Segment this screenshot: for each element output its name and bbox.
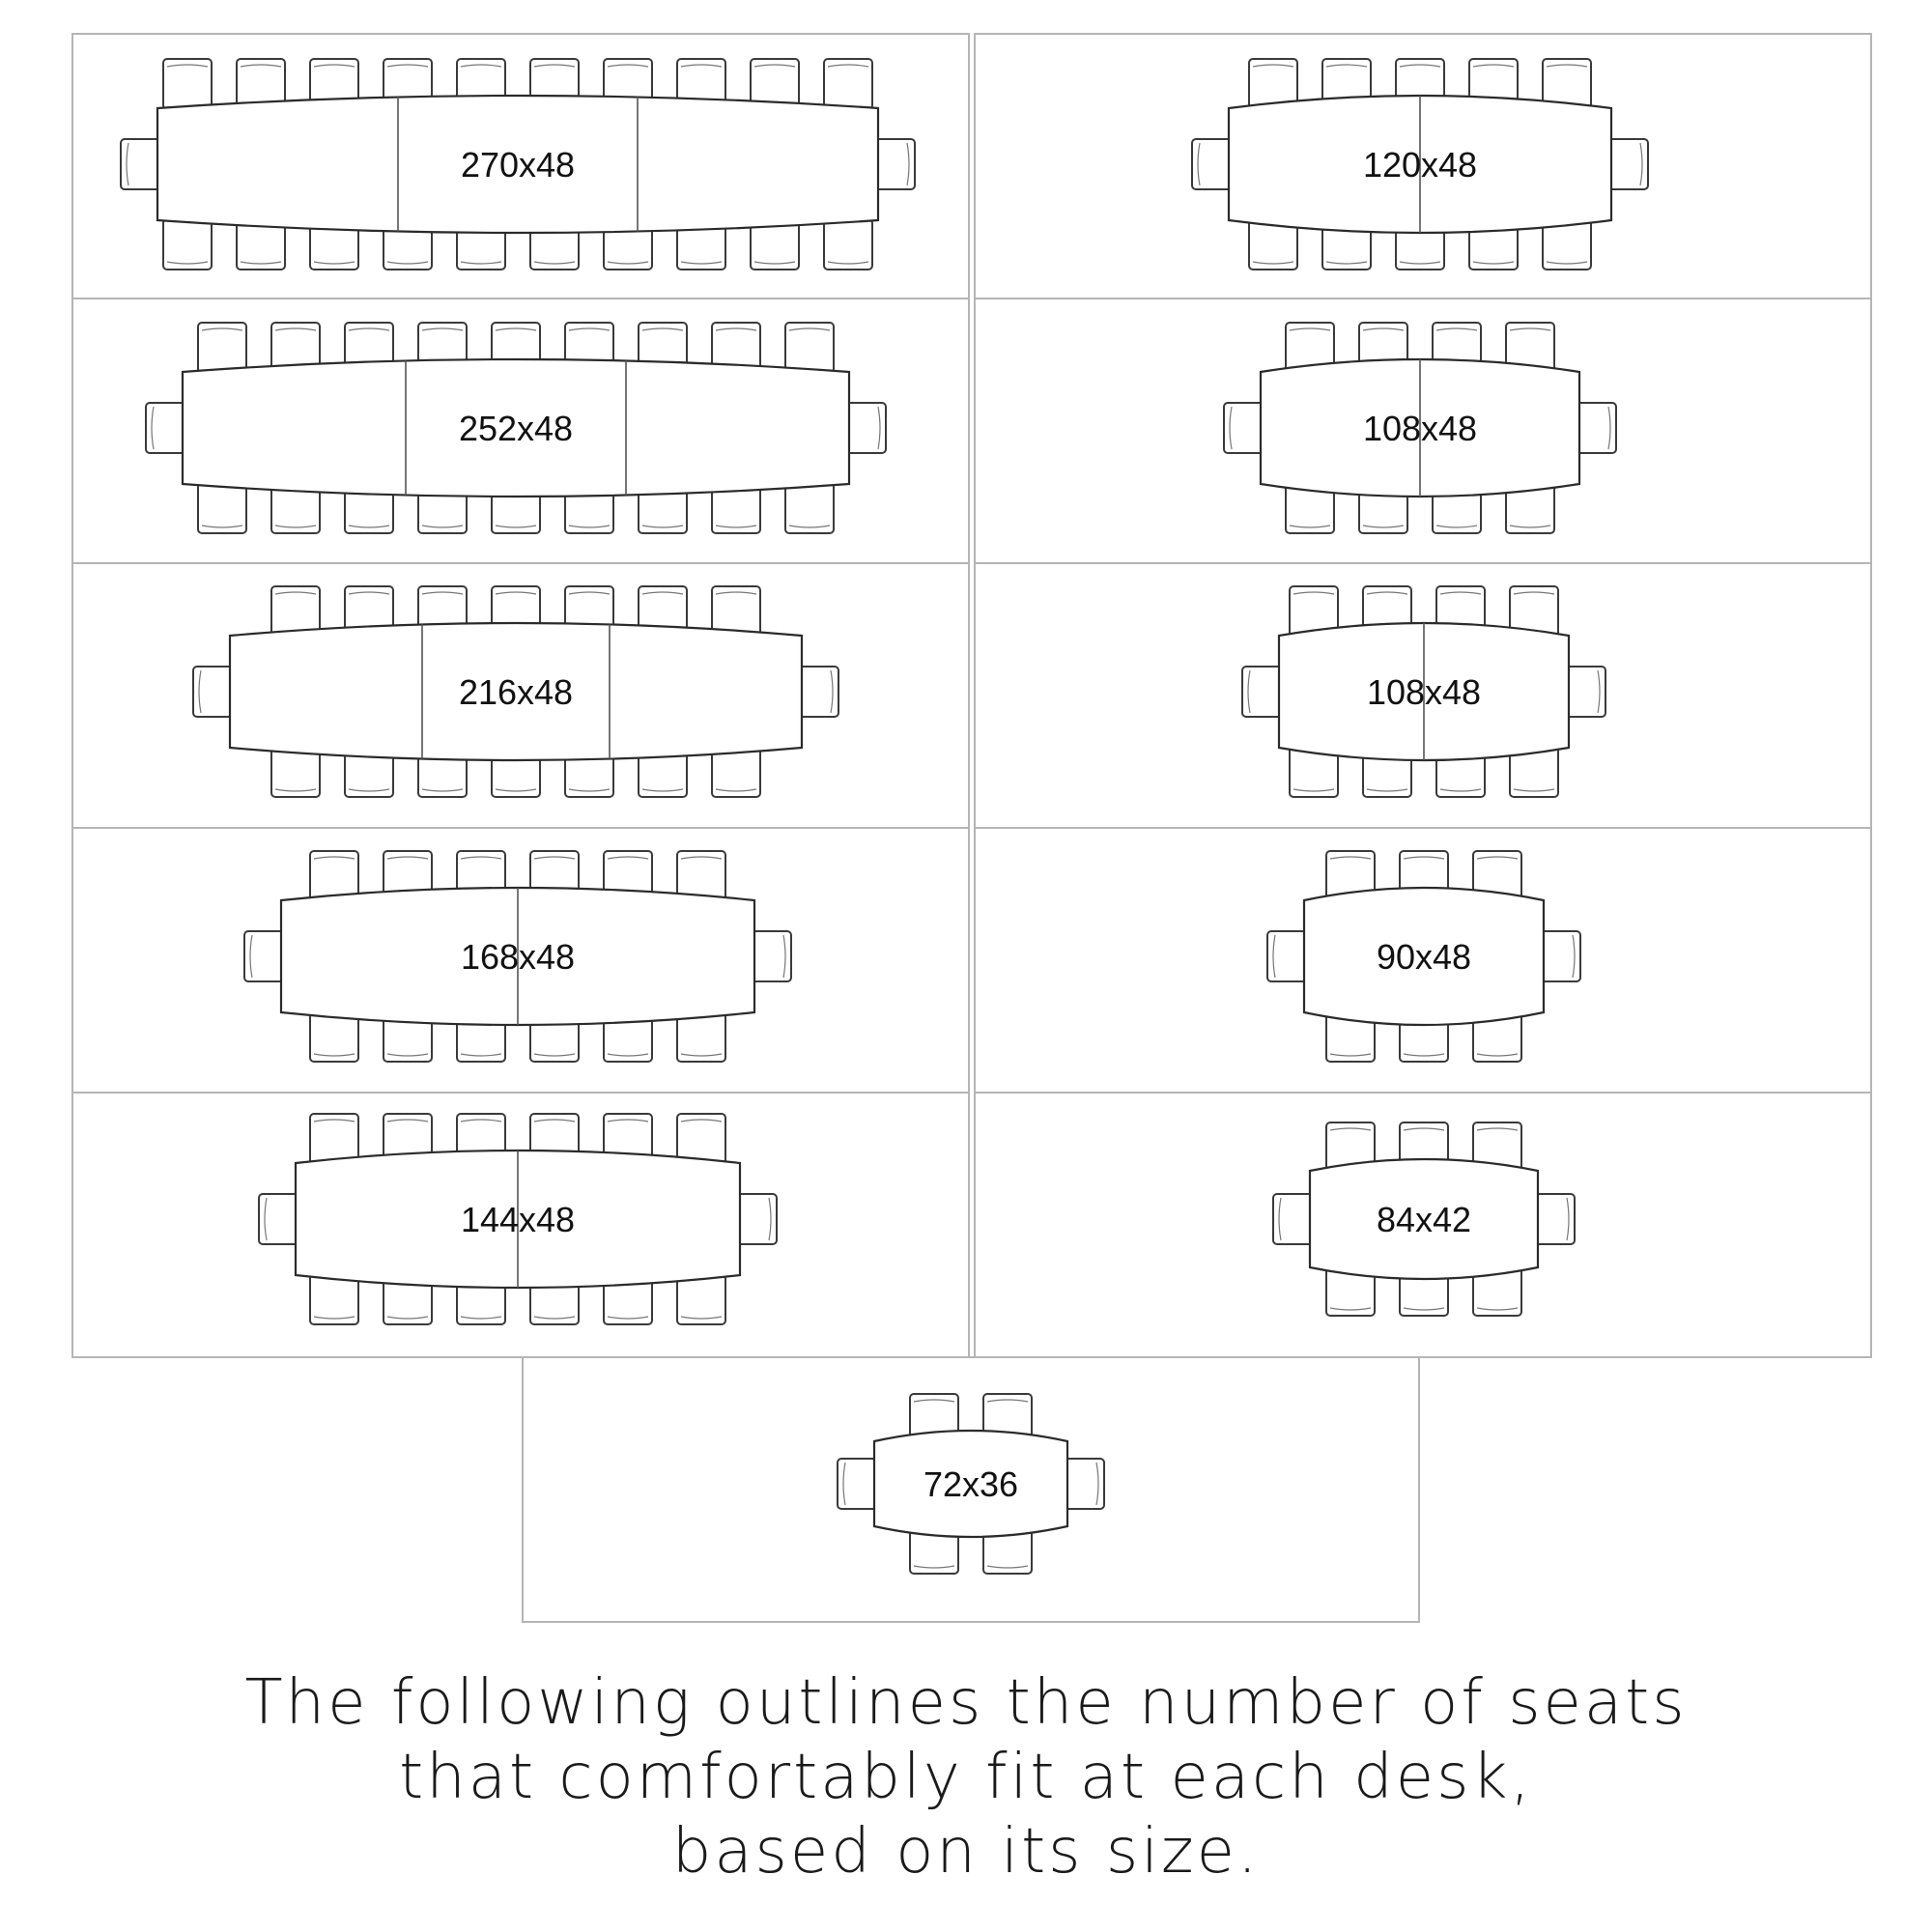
caption-line-3: based on its size. [671,1816,1261,1888]
caption [0,1666,1932,1889]
chair [785,483,834,533]
table-size-label: 252x48 [458,409,574,448]
table-size-label: 72x36 [923,1464,1019,1504]
table-size-label: 90x48 [1376,937,1472,977]
chair [785,323,834,373]
table-size-label: 120x48 [1362,145,1478,185]
table-size-label: 144x48 [460,1200,576,1239]
chair [677,1274,725,1324]
chair [310,1274,358,1324]
table-size-label: 216x48 [458,672,574,712]
chair [824,219,872,270]
caption-line-2: that comfortably fit at each desk, [399,1742,1533,1813]
chair [198,323,246,373]
caption-line-1: The following outlines the number of seats [244,1667,1688,1739]
table-group-2 [1192,59,1648,270]
table-size-label: 84x42 [1376,1200,1472,1239]
table-size-label: 108x48 [1366,672,1482,712]
chair [198,483,246,533]
table-size-label: 108x48 [1362,409,1478,448]
chair [824,59,872,109]
table-group-5 [193,586,838,797]
chair [677,1114,725,1164]
chair [310,1114,358,1164]
chair [163,59,212,109]
chair [163,219,212,270]
table-size-label: 270x48 [460,145,576,185]
table-size-label: 168x48 [460,937,576,977]
